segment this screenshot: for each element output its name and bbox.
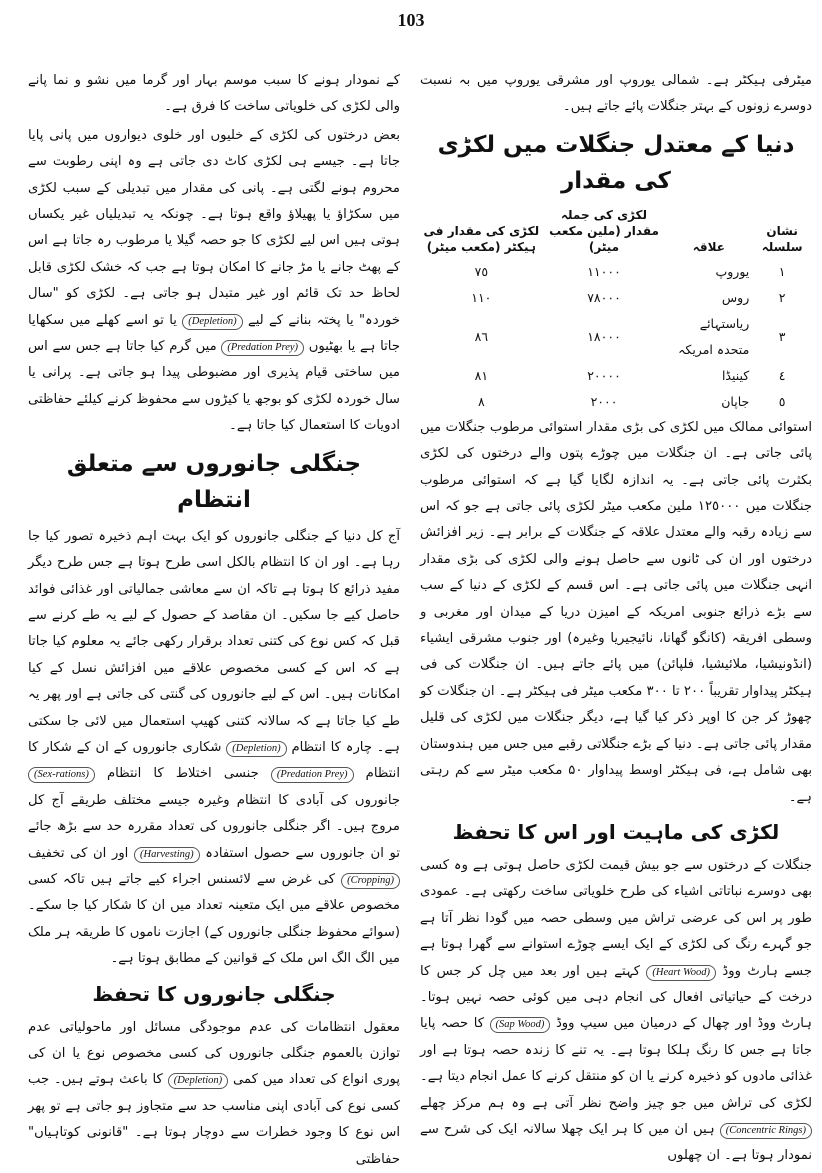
- table-row: [420, 311, 812, 363]
- latin-term: (Predation Prey): [271, 767, 354, 783]
- table-cell: کینیڈا: [721, 367, 750, 383]
- text-run: یا تو اسے کھلے میں سکھایا جاتا ہے یا بھٹیوں: [28, 312, 400, 355]
- text-run: میں گرم کیا جاتا ہے جس سے اس میں ساختی قیام پذیری اور مضبوطی پیدا ہو جاتی ہے۔ پرانی یا سال خوردہ لکڑی کو بوجھ یا کیڑوں سے محفوظ کرنے کیلئے حفاظتی ادویات کا استعمال کیا جاتا ہے۔: [28, 339, 400, 434]
- text-run: کہتے ہیں اور بعد میں چل کر جس کا درخت کے حیاتیاتی افعال کی انجام دہی میں کوئی حصہ نہیں ہوتا۔ ہارٹ ووڈ اور چھال کے درمیان میں سیپ ووڈ: [420, 963, 812, 1032]
- paragraph: [28, 524, 400, 973]
- table-header: لکڑی کی مقدار فی ہیکٹر (مکعب میٹر): [423, 223, 540, 254]
- paragraph: کے نمودار ہونے کا سبب موسم بہار اور گرما میں نشو و نما پانے والی لکڑی کی خلویاتی ساخت کا فرق ہے۔: [28, 73, 400, 115]
- table-cell: ١١٠٠٠: [587, 264, 621, 279]
- table-row: [420, 259, 812, 285]
- table-cell: ٣: [778, 329, 786, 344]
- latin-term: (Sap Wood): [490, 1017, 551, 1033]
- table-cell: جاپان: [721, 393, 750, 409]
- section-heading: جنگلی جانوروں کا تحفظ: [92, 981, 336, 1006]
- text-run: معقول انتظامات کی عدم موجودگی مسائل اور ماحولیاتی عدم توازن بالعموم جنگلی جانوروں کی کسی مخصوص نوع یا ان کی پوری انواع کی تعداد میں کمی: [28, 1019, 400, 1088]
- text-run: کا باعث ہوتے ہیں۔ جب کسی نوع کی آبادی اپنی مناسب حد سے متجاوز ہو جاتی ہے تو پھر اس نوع کا وجود خطرات سے دوچار ہوتا ہے۔ "قانونی کوتاہیاں" حفاظتی: [28, 1072, 400, 1167]
- latin-term: (Predation Prey): [221, 340, 304, 356]
- table-cell: ٢٠٠٠٠: [587, 368, 621, 383]
- text-run: آج کل دنیا کے جنگلی جانوروں کو ایک بہت اہم ذخیرہ تصور کیا جا رہا ہے۔ اور ان کا انتظام بالکل اسی طرح ہوتا ہے جس طرح دیگر مفید ذرائع کا ہوتا ہے تاکہ ان سے معاشی جمالیاتی اور غذائی فوائد حاصل کیے جا سکیں۔ ان مقاصد کے حصول کے لیے یہ طے کرنے سے قبل کہ کس نوع کی کتنی تعداد برقرار رکھی جائے یہ معلوم کیا جاتا ہے کہ اس کے کسی مخصوص علاقے میں افزائش نسل کے کیا امکانات ہیں۔ اس کے لیے جانوروں کی گنتی کی جاتی ہے اور پھر یہ طے کیا جاتا ہے کہ سالانہ کتنی کھیپ استعمال میں لائی جا سکتی ہے۔ چارہ کا انتظام: [28, 528, 400, 755]
- table-cell: ٢: [778, 290, 786, 305]
- text-run: ہیں ان میں کا ہر ایک چھلا سالانہ ایک کی شرح سے نمودار ہوتا ہے۔ ان چھلوں: [420, 1121, 812, 1164]
- text-run: کا حصہ پایا جاتا ہے جس کا رنگ ہلکا ہوتا ہے۔ یہ تنے کا زندہ حصہ ہوتا ہے اور غذائی مادوں کو ذخیرہ کرنے یا ان کو منتقل کرنے کا عمل انجام دیتا ہے۔ لکڑی کی تراش میں جو چیز واضح نظر آتی ہے وہ ہم مرکز چھلے: [420, 1016, 812, 1111]
- table-cell: ٤: [778, 368, 786, 383]
- latin-term: (Depletion): [168, 1073, 228, 1089]
- table-cell: ١: [778, 264, 786, 279]
- table-row: [420, 285, 812, 311]
- latin-term: (Harvesting): [134, 847, 200, 863]
- latin-term: (Depletion): [182, 314, 242, 330]
- text-run: جانوروں کی آبادی کا انتظام وغیرہ جیسے مختلف طریقے آج کل مروج ہیں۔ اگر جنگلی جانوروں کی تعداد مقررہ حد سے بڑھ جائے تو ان جانوروں سے حصول استفادہ: [28, 792, 400, 861]
- text-run: بعض درختوں کی لکڑی کے خلیوں اور خلوی دیواروں میں پانی پایا جاتا ہے۔ جیسے ہی لکڑی کاٹ دی جاتی ہے وہ اپنی رطوبت سے محروم ہونے لگتی ہے۔ پانی کی مقدار میں تبدیلی کے سبب لکڑی میں سکڑاؤ یا پھیلاؤ واقع ہوتا ہے۔ چونکہ یہ تبدیلیاں غیر یکساں ہوتی ہیں اس لیے لکڑی کا جو حصہ گیلا یا مرطوب رہ جاتا ہے اس کے پھٹ جانے یا مڑ جانے کا امکان ہوتا ہے جب کہ خشک لکڑی قابل لحاظ حد تک قائم اور غیر متبدل ہو جاتی ہے۔ لکڑی کو "سال خوردہ" یا پختہ بنانے کے لیے: [28, 127, 400, 328]
- section-heading: جنگلی جانوروں سے متعلق انتظام: [66, 450, 362, 513]
- table-row: [420, 389, 812, 415]
- paragraph: [28, 1015, 400, 1173]
- table-cell: یوروپ: [715, 263, 750, 279]
- left-column: [28, 68, 400, 1167]
- table-cell: ١٨٠٠٠: [587, 329, 621, 344]
- text-run: شکاری جانوروں کے ان کے شکار کا انتظام: [28, 739, 400, 782]
- table-cell: ٨: [477, 394, 485, 409]
- latin-term: (Depletion): [226, 741, 286, 757]
- paragraph: [420, 853, 812, 1170]
- text-run: اور ان کی تخفیف: [28, 845, 129, 861]
- section-heading: لکڑی کی ماہیت اور اس کا تحفظ: [452, 819, 780, 844]
- text-run: کی غرض سے لائسنس اجراء کیے جاتے ہیں تاکہ کسی مخصوص علاقے میں ایک متعینہ تعداد میں ان کا شکار کیا جا سکے۔ (سوائے محفوظ جنگلی جانوروں کے) اجازت ناموں کا طریقہ ہر ملک میں الگ الگ اس ملک کے قوانین کے مطابق ہوتا ہے۔: [28, 871, 400, 967]
- latin-term: (Concentric Rings): [720, 1123, 812, 1139]
- text-run: جنگلات کے درختوں سے جو بیش قیمت لکڑی حاصل ہوتی ہے وہ کسی بھی دوسرے نباتاتی اشیاء کی طرح خلویاتی ساخت رکھتی ہے۔ عمودی طور پر اس کی عرضی تراش میں وسطی حصہ میں گودا نظر آتا ہے جو گہرے رنگ کی لکڑی کے ایک ایسے چوڑے استوانے سے گھرا ہوتا ہے جسے ہارٹ ووڈ: [420, 857, 812, 979]
- right-column: [420, 68, 812, 1164]
- latin-term: (Sex-rations): [28, 767, 95, 783]
- section-heading: دنیا کے معتدل جنگلات میں لکڑی کی مقدار: [437, 131, 795, 194]
- paragraph: میٹرفی ہیکٹر ہے۔ شمالی یوروپ اور مشرقی یوروپ میں بہ نسبت دوسرے زونوں کے بہتر جنگلات پائے جاتے ہیں۔: [420, 73, 812, 115]
- latin-term: (Heart Wood): [646, 965, 716, 981]
- latin-term: (Cropping): [341, 873, 400, 889]
- table-row: [420, 363, 812, 389]
- paragraph: استوائی ممالک میں لکڑی کی بڑی مقدار استوائی مرطوب جنگلات میں پائی جاتی ہے۔ ان جنگلات میں چوڑے پتوں والے درختوں کی لکڑی بکثرت پائی جاتی ہے۔ یہ اندازہ لگایا گیا ہے کہ استوائی مرطوب جنگلات میں ١٢٥٠٠٠ ملین مکعب میٹر لکڑی پائی جاتی ہے جو کہ اس سے زیادہ رقبہ والے معتدل علاقہ کے جنگلات کے برابر ہے۔ زیر افزائش درختوں اور ان کی ٹانوں سے حاصل ہونے والی لکڑی کی بڑی مقدار انہی جنگلات میں پائی جاتی ہے۔ اس قسم کے لکڑی کے دنیا کے سب سے بڑے ذرائع جنوبی امریکہ کے امیزن دریا کے میدان اور مغربی و وسطی افریقہ (کانگو گھانا، نائیجیریا وغیرہ) اور جنوب مشرقی ایشیاء (انڈونیشیا، ملائیشیا، فلپائن) میں پائے جاتے ہیں۔ ان جنگلات کی فی ہیکٹر پیداوار تقریباً ٢٠٠ تا ٣٠٠ مکعب میٹر فی ہیکٹر ہے۔ ان جنگلات کو چھوڑ کر جن کا اوپر ذکر کیا گیا ہے، دیگر جنگلات میں لکڑی کی قلیل مقدار پائی جاتی ہے۔ دنیا کے بڑے جنگلاتی رقبے میں جس میں ہندوستان بھی شامل ہے، فی ہیکٹر اوسط پیداوار ۵٠ مکعب میٹر سے کم رہتی ہے۔: [420, 419, 812, 805]
- table-cell: ٥: [778, 394, 786, 409]
- table-cell: ٨٦: [474, 329, 489, 344]
- table-header: علاقہ: [692, 239, 725, 254]
- page-number: 103: [397, 10, 425, 30]
- table-cell: ٢٠٠٠: [590, 394, 618, 409]
- text-run: جنسی اختلاط کا انتظام: [106, 766, 259, 782]
- table-header: نشان سلسلہ: [761, 223, 803, 254]
- table-cell: ٨١: [474, 368, 489, 383]
- table-cell: ریاستہائے متحدہ امریکہ: [678, 315, 750, 357]
- table-cell: روس: [721, 289, 750, 305]
- paragraph: [28, 123, 400, 440]
- table-header: لکڑی کی جملہ مقدار (ملین مکعب میٹر): [549, 207, 659, 254]
- table-cell: ١١٠: [471, 290, 492, 305]
- wood-quantity-table: [420, 205, 812, 415]
- table-cell: ٧٥: [474, 264, 489, 279]
- table-cell: ٧٨٠٠٠: [587, 290, 621, 305]
